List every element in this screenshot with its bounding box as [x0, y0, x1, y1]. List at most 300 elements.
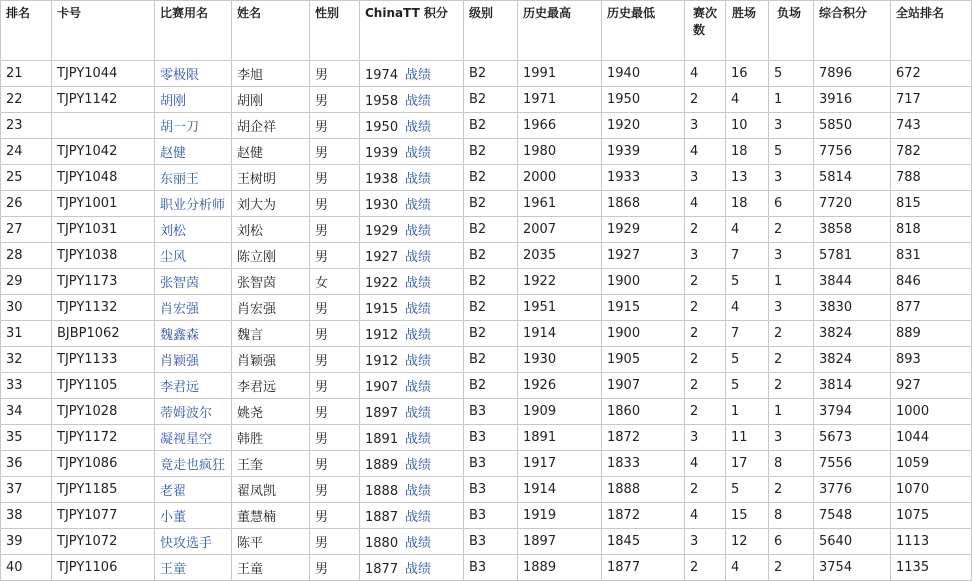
total-score-cell: 7896 — [814, 61, 891, 87]
table-row — [1, 139, 972, 165]
level-cell: B2 — [464, 217, 518, 243]
card-number-cell: TJPY1133 — [52, 347, 155, 373]
total-score-cell: 3830 — [814, 295, 891, 321]
header-high: 历史最高 — [518, 1, 602, 61]
losses-cell: 2 — [769, 321, 814, 347]
table-row — [1, 503, 972, 529]
player-name-cell: 王树明 — [232, 165, 310, 191]
score-cell — [360, 347, 464, 373]
gender-cell: 男 — [310, 321, 360, 347]
site-rank-cell: 743 — [891, 113, 972, 139]
wins-cell: 4 — [726, 555, 769, 581]
record-link[interactable]: 战绩 — [405, 172, 432, 187]
history-high-cell: 1922 — [518, 269, 602, 295]
rank-cell: 25 — [1, 165, 52, 191]
card-number-cell: TJPY1185 — [52, 477, 155, 503]
score-value: 1877 — [365, 562, 399, 577]
site-rank-cell: 717 — [891, 87, 972, 113]
table-row — [1, 529, 972, 555]
losses-cell: 5 — [769, 139, 814, 165]
nickname-link-text[interactable]: 肖颖强 — [160, 354, 200, 369]
losses-cell: 3 — [769, 243, 814, 269]
wins-cell: 12 — [726, 529, 769, 555]
rank-cell: 30 — [1, 295, 52, 321]
score-value: 1974 — [365, 68, 399, 83]
matches-cell: 2 — [685, 399, 726, 425]
rank-cell: 34 — [1, 399, 52, 425]
record-link[interactable]: 战绩 — [405, 406, 432, 421]
site-rank-cell: 831 — [891, 243, 972, 269]
table-row — [1, 87, 972, 113]
score-cell — [360, 113, 464, 139]
score-cell — [360, 399, 464, 425]
player-name-cell: 肖宏强 — [232, 295, 310, 321]
losses-cell: 2 — [769, 347, 814, 373]
matches-cell: 2 — [685, 321, 726, 347]
total-score-cell: 3824 — [814, 321, 891, 347]
score-cell — [360, 425, 464, 451]
record-link[interactable]: 战绩 — [405, 432, 432, 447]
nickname-link — [155, 191, 232, 217]
nickname-link-text[interactable]: 竟走也疯狂 — [160, 458, 226, 473]
history-low-cell: 1900 — [602, 321, 685, 347]
matches-cell: 2 — [685, 295, 726, 321]
player-name-cell: 李旭 — [232, 61, 310, 87]
header-total: 综合积分 — [814, 1, 891, 61]
site-rank-cell: 889 — [891, 321, 972, 347]
table-header-row — [1, 1, 972, 61]
gender-cell: 男 — [310, 61, 360, 87]
level-cell: B2 — [464, 113, 518, 139]
history-high-cell: 1971 — [518, 87, 602, 113]
nickname-link — [155, 529, 232, 555]
matches-cell: 2 — [685, 373, 726, 399]
card-number-cell: BJBP1062 — [52, 321, 155, 347]
score-value: 1922 — [365, 276, 399, 291]
score-value: 1888 — [365, 484, 399, 499]
matches-cell: 4 — [685, 451, 726, 477]
gender-cell: 男 — [310, 217, 360, 243]
nickname-link-text[interactable]: 凝视星空 — [160, 432, 213, 447]
level-cell: B2 — [464, 61, 518, 87]
losses-cell: 3 — [769, 295, 814, 321]
history-high-cell: 1914 — [518, 321, 602, 347]
card-number-cell: TJPY1142 — [52, 87, 155, 113]
losses-cell: 1 — [769, 87, 814, 113]
record-link[interactable]: 战绩 — [405, 276, 432, 291]
header-site-rank: 全站排名 — [891, 1, 972, 61]
rank-cell: 29 — [1, 269, 52, 295]
score-cell — [360, 87, 464, 113]
history-high-cell: 1926 — [518, 373, 602, 399]
nickname-link-text[interactable]: 王童 — [160, 562, 187, 577]
history-high-cell: 1891 — [518, 425, 602, 451]
history-high-cell: 1951 — [518, 295, 602, 321]
site-rank-cell: 818 — [891, 217, 972, 243]
nickname-link — [155, 477, 232, 503]
site-rank-cell: 1000 — [891, 399, 972, 425]
nickname-link-text[interactable]: 职业分析师 — [160, 198, 226, 213]
total-score-cell: 5781 — [814, 243, 891, 269]
losses-cell: 6 — [769, 191, 814, 217]
table-row — [1, 425, 972, 451]
table-row — [1, 477, 972, 503]
matches-cell: 4 — [685, 139, 726, 165]
score-value: 1938 — [365, 172, 399, 187]
history-high-cell: 2035 — [518, 243, 602, 269]
score-cell — [360, 477, 464, 503]
score-cell — [360, 295, 464, 321]
record-link[interactable]: 战绩 — [405, 354, 432, 369]
gender-cell: 男 — [310, 555, 360, 581]
total-score-cell: 3776 — [814, 477, 891, 503]
history-low-cell: 1900 — [602, 269, 685, 295]
table-row — [1, 165, 972, 191]
total-score-cell: 3824 — [814, 347, 891, 373]
player-name-cell: 陈立刚 — [232, 243, 310, 269]
matches-cell: 2 — [685, 269, 726, 295]
wins-cell: 11 — [726, 425, 769, 451]
rank-cell: 35 — [1, 425, 52, 451]
losses-cell: 6 — [769, 529, 814, 555]
history-high-cell: 1909 — [518, 399, 602, 425]
site-rank-cell: 1135 — [891, 555, 972, 581]
nickname-link-text[interactable]: 胡一刀 — [160, 120, 200, 135]
card-number-cell: TJPY1173 — [52, 269, 155, 295]
player-name-cell: 王童 — [232, 555, 310, 581]
level-cell: B3 — [464, 555, 518, 581]
player-name-cell: 韩胜 — [232, 425, 310, 451]
nickname-link — [155, 347, 232, 373]
nickname-link — [155, 113, 232, 139]
history-high-cell: 1961 — [518, 191, 602, 217]
score-cell — [360, 373, 464, 399]
record-link[interactable]: 战绩 — [405, 224, 432, 239]
total-score-cell: 5814 — [814, 165, 891, 191]
history-low-cell: 1927 — [602, 243, 685, 269]
nickname-link — [155, 61, 232, 87]
card-number-cell: TJPY1038 — [52, 243, 155, 269]
table-row — [1, 321, 972, 347]
card-number-cell — [52, 113, 155, 139]
history-high-cell: 1980 — [518, 139, 602, 165]
nickname-link-text[interactable]: 东丽王 — [160, 172, 200, 187]
table-row — [1, 399, 972, 425]
site-rank-cell: 782 — [891, 139, 972, 165]
wins-cell: 5 — [726, 347, 769, 373]
total-score-cell: 5850 — [814, 113, 891, 139]
table-row — [1, 373, 972, 399]
nickname-link — [155, 503, 232, 529]
level-cell: B3 — [464, 425, 518, 451]
history-low-cell: 1907 — [602, 373, 685, 399]
losses-cell: 3 — [769, 425, 814, 451]
record-link[interactable]: 战绩 — [405, 250, 432, 265]
history-low-cell: 1888 — [602, 477, 685, 503]
history-high-cell: 1889 — [518, 555, 602, 581]
wins-cell: 5 — [726, 373, 769, 399]
losses-cell: 3 — [769, 165, 814, 191]
score-value: 1939 — [365, 146, 399, 161]
losses-cell: 1 — [769, 399, 814, 425]
site-rank-cell: 1059 — [891, 451, 972, 477]
nickname-link-text[interactable]: 尘风 — [160, 250, 187, 265]
nickname-link-text[interactable]: 胡刚 — [160, 94, 187, 109]
level-cell: B2 — [464, 139, 518, 165]
total-score-cell: 7548 — [814, 503, 891, 529]
header-card: 卡号 — [52, 1, 155, 61]
history-low-cell: 1877 — [602, 555, 685, 581]
site-rank-cell: 1070 — [891, 477, 972, 503]
losses-cell: 3 — [769, 113, 814, 139]
site-rank-cell: 1075 — [891, 503, 972, 529]
rank-cell: 37 — [1, 477, 52, 503]
rank-cell: 32 — [1, 347, 52, 373]
nickname-link-text[interactable]: 刘松 — [160, 224, 187, 239]
matches-cell: 2 — [685, 477, 726, 503]
rank-cell: 21 — [1, 61, 52, 87]
wins-cell: 7 — [726, 243, 769, 269]
nickname-link-text[interactable]: 零极限 — [160, 68, 200, 83]
nickname-link — [155, 269, 232, 295]
card-number-cell: TJPY1072 — [52, 529, 155, 555]
wins-cell: 4 — [726, 295, 769, 321]
gender-cell: 男 — [310, 373, 360, 399]
header-level: 级别 — [464, 1, 518, 61]
nickname-link — [155, 399, 232, 425]
matches-cell: 4 — [685, 191, 726, 217]
player-name-cell: 肖颖强 — [232, 347, 310, 373]
nickname-link-text[interactable]: 魏鑫森 — [160, 328, 200, 343]
matches-cell: 4 — [685, 61, 726, 87]
score-cell — [360, 269, 464, 295]
level-cell: B3 — [464, 451, 518, 477]
history-low-cell: 1939 — [602, 139, 685, 165]
record-link[interactable]: 战绩 — [405, 120, 432, 135]
score-value: 1891 — [365, 432, 399, 447]
nickname-link — [155, 165, 232, 191]
table-row — [1, 113, 972, 139]
gender-cell: 男 — [310, 425, 360, 451]
record-link[interactable]: 战绩 — [405, 146, 432, 161]
wins-cell: 4 — [726, 87, 769, 113]
matches-cell: 2 — [685, 87, 726, 113]
card-number-cell: TJPY1044 — [52, 61, 155, 87]
record-link[interactable]: 战绩 — [405, 198, 432, 213]
record-link[interactable]: 战绩 — [405, 458, 432, 473]
record-link[interactable]: 战绩 — [405, 510, 432, 525]
score-value: 1929 — [365, 224, 399, 239]
score-cell — [360, 217, 464, 243]
card-number-cell: TJPY1028 — [52, 399, 155, 425]
losses-cell: 2 — [769, 555, 814, 581]
losses-cell: 2 — [769, 477, 814, 503]
card-number-cell: TJPY1031 — [52, 217, 155, 243]
record-link[interactable]: 战绩 — [405, 68, 432, 83]
rank-cell: 27 — [1, 217, 52, 243]
rank-cell: 26 — [1, 191, 52, 217]
site-rank-cell: 1113 — [891, 529, 972, 555]
matches-cell: 3 — [685, 425, 726, 451]
score-cell — [360, 243, 464, 269]
level-cell: B3 — [464, 477, 518, 503]
total-score-cell: 3794 — [814, 399, 891, 425]
level-cell: B2 — [464, 373, 518, 399]
gender-cell: 女 — [310, 269, 360, 295]
site-rank-cell: 672 — [891, 61, 972, 87]
total-score-cell: 3858 — [814, 217, 891, 243]
history-low-cell: 1929 — [602, 217, 685, 243]
total-score-cell: 5640 — [814, 529, 891, 555]
score-cell — [360, 451, 464, 477]
header-losses: 负场 — [769, 1, 814, 61]
rank-cell: 22 — [1, 87, 52, 113]
score-cell — [360, 529, 464, 555]
nickname-link — [155, 425, 232, 451]
score-cell — [360, 139, 464, 165]
level-cell: B2 — [464, 243, 518, 269]
wins-cell: 15 — [726, 503, 769, 529]
score-value: 1897 — [365, 406, 399, 421]
rank-cell: 33 — [1, 373, 52, 399]
nickname-link — [155, 295, 232, 321]
gender-cell: 男 — [310, 295, 360, 321]
nickname-link — [155, 217, 232, 243]
record-link[interactable]: 战绩 — [405, 562, 432, 577]
score-value: 1880 — [365, 536, 399, 551]
wins-cell: 13 — [726, 165, 769, 191]
nickname-link — [155, 451, 232, 477]
history-low-cell: 1950 — [602, 87, 685, 113]
score-value: 1889 — [365, 458, 399, 473]
table-row — [1, 191, 972, 217]
player-name-cell: 魏言 — [232, 321, 310, 347]
score-value: 1950 — [365, 120, 399, 135]
gender-cell: 男 — [310, 113, 360, 139]
nickname-link — [155, 87, 232, 113]
rank-cell: 40 — [1, 555, 52, 581]
rank-cell: 39 — [1, 529, 52, 555]
score-value: 1958 — [365, 94, 399, 109]
losses-cell: 5 — [769, 61, 814, 87]
site-rank-cell: 1044 — [891, 425, 972, 451]
nickname-link-text[interactable]: 赵健 — [160, 146, 187, 161]
nickname-link — [155, 243, 232, 269]
level-cell: B2 — [464, 321, 518, 347]
losses-cell: 2 — [769, 217, 814, 243]
card-number-cell: TJPY1106 — [52, 555, 155, 581]
score-cell — [360, 61, 464, 87]
wins-cell: 18 — [726, 139, 769, 165]
nickname-link-text[interactable]: 快攻选手 — [160, 536, 213, 551]
total-score-cell: 3844 — [814, 269, 891, 295]
history-high-cell: 2007 — [518, 217, 602, 243]
gender-cell: 男 — [310, 451, 360, 477]
nickname-link — [155, 373, 232, 399]
record-link[interactable]: 战绩 — [405, 302, 432, 317]
matches-cell: 3 — [685, 529, 726, 555]
nickname-link-text[interactable]: 李君远 — [160, 380, 200, 395]
nickname-link-text[interactable]: 张智茵 — [160, 276, 200, 291]
level-cell: B3 — [464, 399, 518, 425]
record-link[interactable]: 战绩 — [405, 536, 432, 551]
card-number-cell: TJPY1086 — [52, 451, 155, 477]
level-cell: B2 — [464, 191, 518, 217]
history-low-cell: 1915 — [602, 295, 685, 321]
card-number-cell: TJPY1077 — [52, 503, 155, 529]
losses-cell: 2 — [769, 373, 814, 399]
card-number-cell: TJPY1048 — [52, 165, 155, 191]
table-body — [1, 61, 972, 581]
score-cell — [360, 503, 464, 529]
wins-cell: 18 — [726, 191, 769, 217]
history-high-cell: 1919 — [518, 503, 602, 529]
record-link[interactable]: 战绩 — [405, 484, 432, 499]
player-name-cell: 刘大为 — [232, 191, 310, 217]
total-score-cell: 3916 — [814, 87, 891, 113]
level-cell: B2 — [464, 165, 518, 191]
table-row — [1, 451, 972, 477]
nickname-link-text[interactable]: 蒂姆波尔 — [160, 406, 213, 421]
player-name-cell: 胡企祥 — [232, 113, 310, 139]
history-low-cell: 1905 — [602, 347, 685, 373]
score-value: 1915 — [365, 302, 399, 317]
rank-cell: 23 — [1, 113, 52, 139]
player-name-cell: 姚尧 — [232, 399, 310, 425]
record-link[interactable]: 战绩 — [405, 380, 432, 395]
level-cell: B2 — [464, 87, 518, 113]
level-cell: B3 — [464, 503, 518, 529]
losses-cell: 1 — [769, 269, 814, 295]
card-number-cell: TJPY1042 — [52, 139, 155, 165]
player-name-cell: 张智茵 — [232, 269, 310, 295]
player-name-cell: 王奎 — [232, 451, 310, 477]
table-row — [1, 217, 972, 243]
record-link[interactable]: 战绩 — [405, 94, 432, 109]
matches-cell: 2 — [685, 555, 726, 581]
gender-cell: 男 — [310, 399, 360, 425]
total-score-cell: 7756 — [814, 139, 891, 165]
header-nickname: 比赛用名 — [155, 1, 232, 61]
table-row — [1, 61, 972, 87]
history-high-cell: 1991 — [518, 61, 602, 87]
player-name-cell: 陈平 — [232, 529, 310, 555]
history-high-cell: 1914 — [518, 477, 602, 503]
history-low-cell: 1833 — [602, 451, 685, 477]
rank-cell: 38 — [1, 503, 52, 529]
nickname-link-text[interactable]: 肖宏强 — [160, 302, 200, 317]
history-low-cell: 1872 — [602, 425, 685, 451]
wins-cell: 16 — [726, 61, 769, 87]
history-low-cell: 1868 — [602, 191, 685, 217]
nickname-link-text[interactable]: 老翟 — [160, 484, 187, 499]
matches-cell: 3 — [685, 243, 726, 269]
rank-cell: 31 — [1, 321, 52, 347]
header-rank: 排名 — [1, 1, 52, 61]
wins-cell: 10 — [726, 113, 769, 139]
history-low-cell: 1872 — [602, 503, 685, 529]
total-score-cell: 3754 — [814, 555, 891, 581]
gender-cell: 男 — [310, 165, 360, 191]
nickname-link-text[interactable]: 小董 — [160, 510, 187, 525]
wins-cell: 7 — [726, 321, 769, 347]
player-name-cell: 董慧楠 — [232, 503, 310, 529]
nickname-link — [155, 321, 232, 347]
score-value: 1907 — [365, 380, 399, 395]
record-link[interactable]: 战绩 — [405, 328, 432, 343]
table-row — [1, 269, 972, 295]
wins-cell: 5 — [726, 269, 769, 295]
